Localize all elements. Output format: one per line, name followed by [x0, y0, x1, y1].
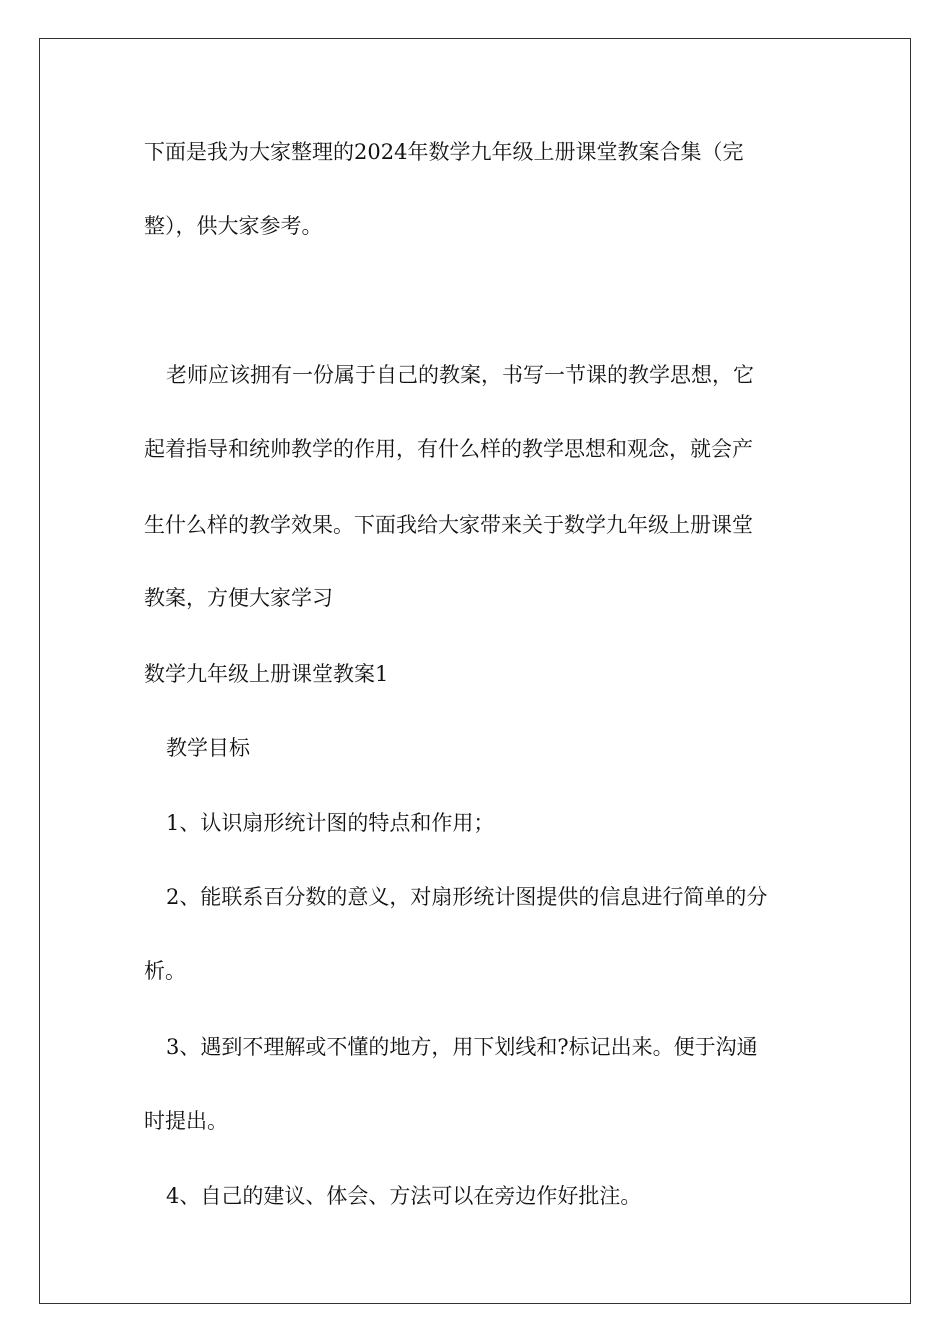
objectives-heading: 教学目标	[166, 736, 250, 760]
objective-item-3-continued: 时提出。	[144, 1109, 228, 1133]
objective-item-2: 2、能联系百分数的意义，对扇形统计图提供的信息进行简单的分	[166, 885, 768, 909]
section-title: 数学九年级上册课堂教案1	[144, 662, 389, 686]
paragraph-line-2: 起着指导和统帅教学的作用，有什么样的教学思想和观念，就会产	[144, 437, 753, 461]
intro-line-1: 下面是我为大家整理的2024年数学九年级上册课堂教案合集（完	[144, 140, 744, 164]
intro-line-2: 整），供大家参考。	[144, 214, 323, 238]
paragraph-line-1: 老师应该拥有一份属于自己的教案，书写一节课的教学思想，它	[166, 363, 754, 387]
objective-item-2-continued: 析。	[144, 959, 186, 983]
paragraph-line-3: 生什么样的教学效果。下面我给大家带来关于数学九年级上册课堂	[144, 513, 753, 537]
objective-item-1: 1、认识扇形统计图的特点和作用；	[166, 811, 495, 835]
objective-item-3: 3、遇到不理解或不懂的地方，用下划线和?标记出来。便于沟通	[166, 1035, 758, 1059]
objective-item-4: 4、自己的建议、体会、方法可以在旁边作好批注。	[166, 1184, 642, 1208]
paragraph-line-4: 教案，方便大家学习	[144, 586, 333, 610]
